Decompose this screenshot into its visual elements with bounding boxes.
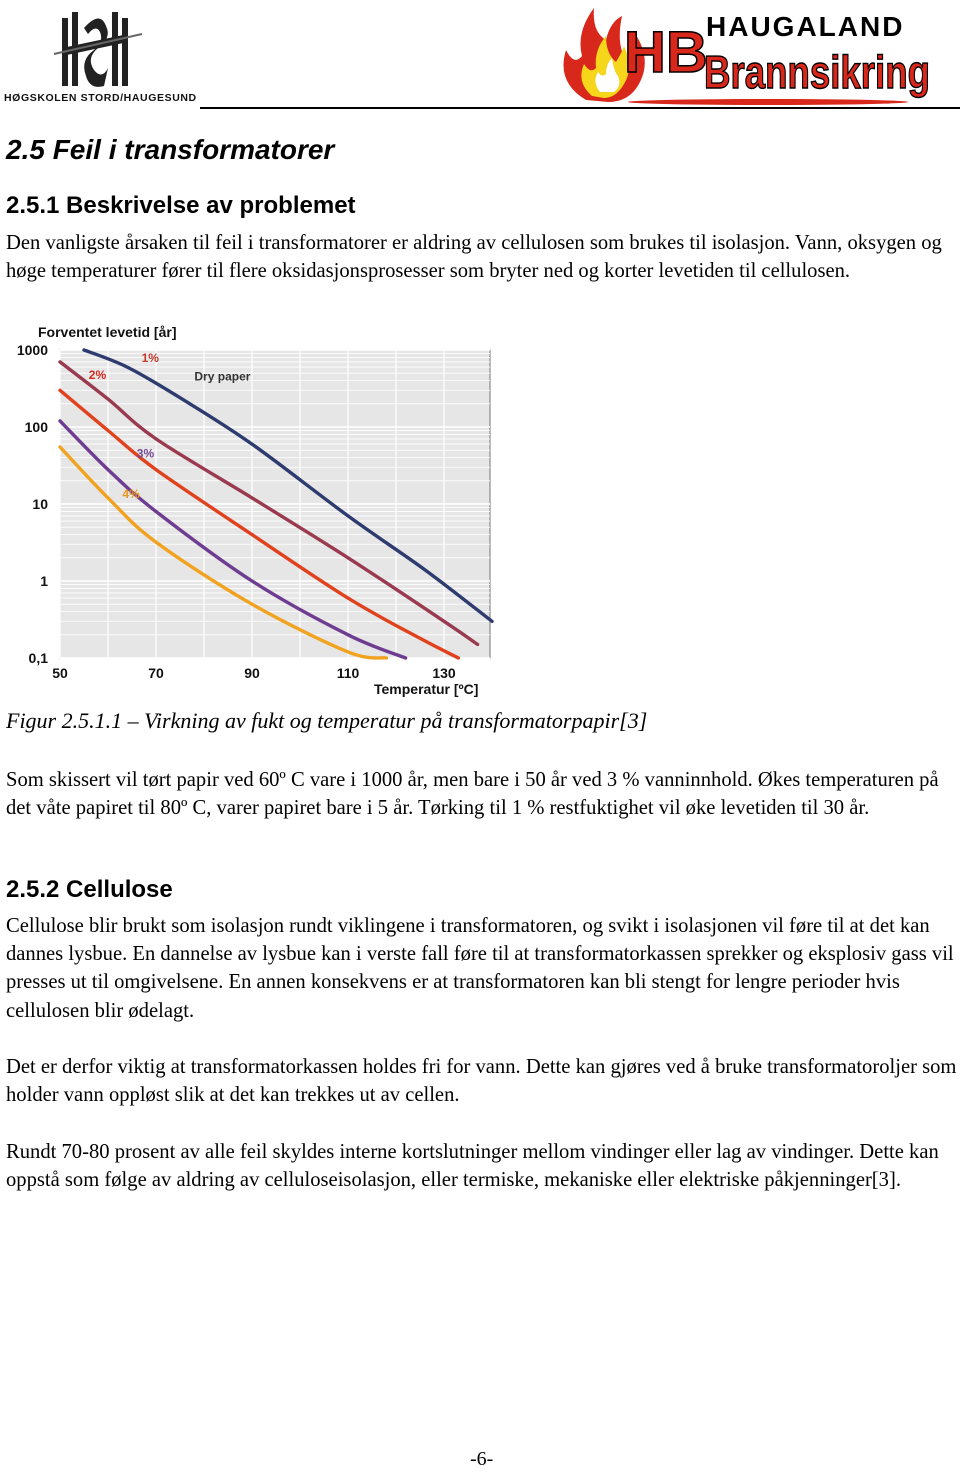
paragraph-cellulose-2: Det er derfor viktig at transformatorkassen holdes fri for vann. Dette kan gjøres ved å bruke transformatoroljer som holder vann oppløst slik at det kan trekkes ut av cellen.: [6, 1056, 957, 1107]
svg-text:HAUGALAND: HAUGALAND: [706, 11, 905, 42]
page-number: -6-: [470, 1448, 494, 1470]
svg-text:Brannsikring: Brannsikring: [704, 46, 930, 98]
x-tick-label: 50: [52, 665, 68, 681]
lifetime-chart: [0, 316, 500, 702]
x-tick-label: 70: [148, 665, 164, 681]
y-axis-label: Forventet levetid [år]: [38, 324, 177, 340]
paragraph-intro: Den vanligste årsaken til feil i transformatorer er aldring av cellulosen som brukes til isolasjon. Vann, oksygen og høge temperaturer fører til flere oksidasjonsprosesser som bryter ned og korter levetiden til cellulosen.: [6, 232, 942, 283]
subsection-title-beskrivelse: 2.5.1 Beskrivelse av problemet: [6, 192, 356, 219]
series-label-dry-paper: Dry paper: [194, 369, 251, 384]
series-label-4pct: 4%: [122, 486, 140, 501]
hb-brannsikring-logo: [556, 2, 936, 106]
page-header: [0, 0, 960, 110]
y-tick-label: 1: [40, 573, 48, 589]
paragraph-dry-paper: Som skissert vil tørt papir ved 60º C vare i 1000 år, men bare i 50 år ved 3 % vanninnhold. Økes temperaturen på det våte papiret til 80º C, varer papiret bare i 5 år. Tørking til 1 % restfuktighet vil øke levetiden til 30 år.: [6, 769, 939, 820]
x-tick-label: 90: [244, 665, 260, 681]
hsh-logo-text: HØGSKOLEN STORD/HAUGESUND: [4, 92, 197, 104]
series-label-3pct: 3%: [136, 446, 155, 461]
x-tick-label: 110: [336, 665, 360, 681]
paragraph-cellulose-3: Rundt 70-80 prosent av alle feil skyldes interne kortslutninger mellom vindinger eller lag av vindinger. Dette kan oppstå som følge av aldring av celluloseisolasjon, eller termiske, mekaniske eller elektriske påkjenninger[3].: [6, 1141, 939, 1192]
section-title: 2.5 Feil i transformatorer: [6, 134, 335, 165]
x-axis-label: Temperatur [ºC]: [374, 681, 479, 697]
x-tick-label: 130: [432, 665, 456, 681]
series-label-2pct: 2%: [88, 368, 107, 383]
figure-caption: Figur 2.5.1.1 – Virkning av fukt og temperatur på transformatorpapir[3]: [6, 708, 648, 733]
y-tick-label: 10: [32, 496, 48, 512]
svg-text:HB: HB: [624, 20, 708, 85]
chart-svg: [0, 316, 500, 702]
paragraph-cellulose-1: Cellulose blir brukt som isolasjon rundt viklingene i transformatoren, og svikt i isolasjonen vil føre til at det kan dannes lysbue. En dannelse av lysbue kan i verste fall føre til at transformatorkassen sprekker og eksplosiv gass vil presses ut til omgivelsene. En annen konsekvens er at transformatoren kan bli stengt for lengre perioder hvis cellulosen blir ødelagt.: [6, 915, 954, 1022]
y-tick-label: 100: [24, 419, 48, 435]
y-tick-label: 0,1: [28, 650, 48, 666]
y-tick-label: 1000: [16, 342, 48, 358]
subsection-title-cellulose: 2.5.2 Cellulose: [6, 876, 173, 903]
header-divider: [200, 107, 960, 109]
series-label-1pct: 1%: [141, 350, 159, 365]
